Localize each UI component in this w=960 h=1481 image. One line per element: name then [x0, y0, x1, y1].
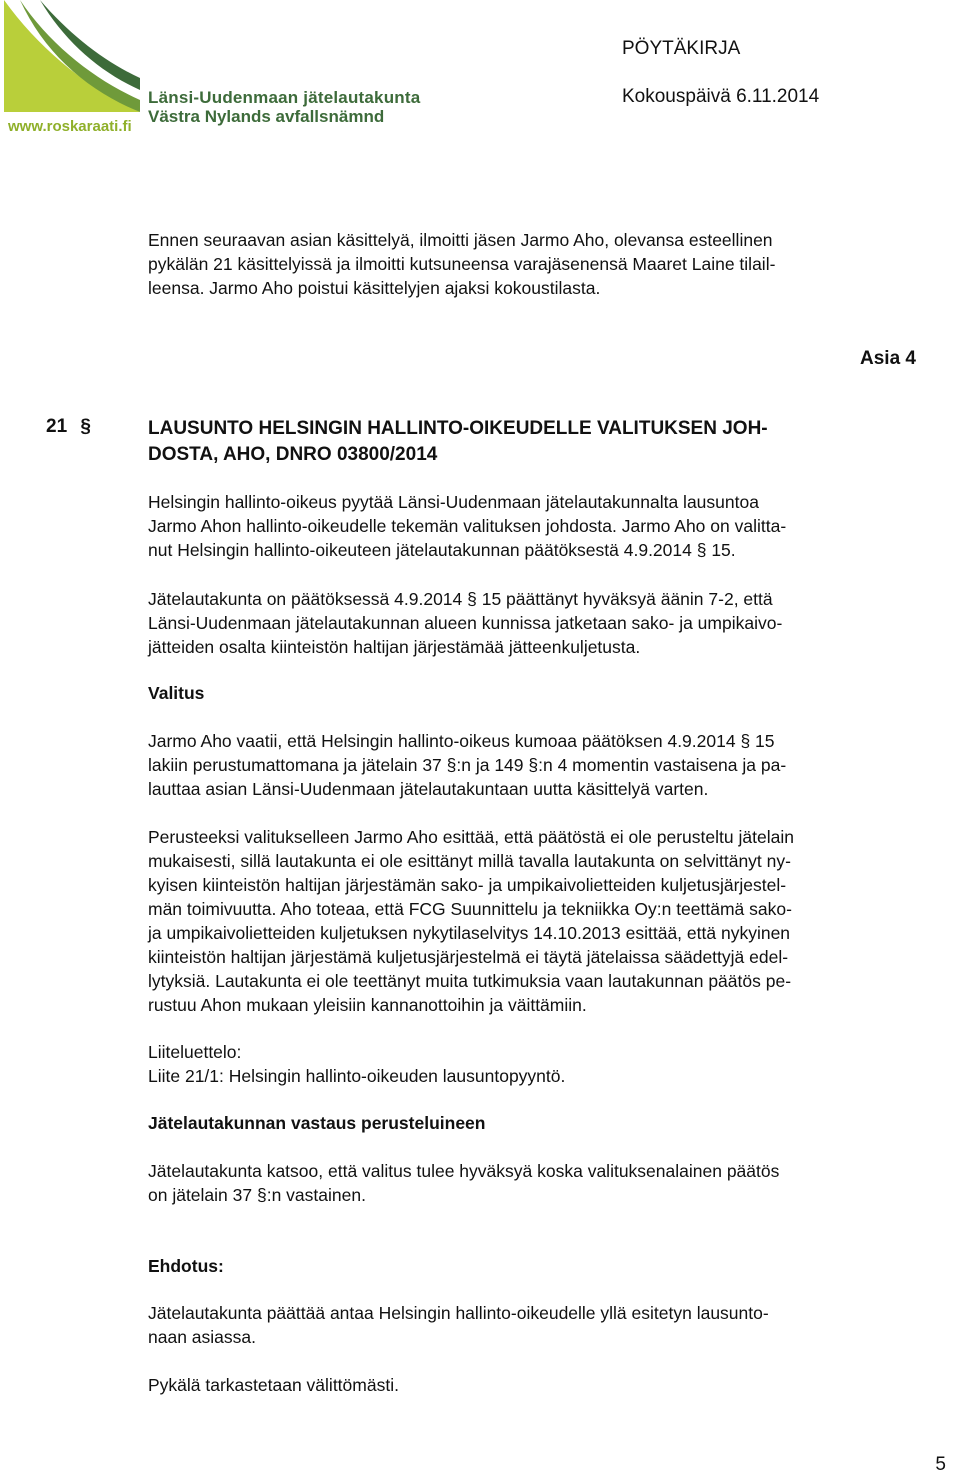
text-line: lakiin perustumattomana ja jätelain 37 §:n ja 149 §:n 4 momentin vastaisena ja pa- — [148, 755, 787, 775]
section-title — [148, 416, 768, 468]
text-line: Jätelautakunta päättää antaa Helsingin hallinto-oikeudelle yllä esitetyn lausunto- — [148, 1303, 769, 1323]
section-title-line: LAUSUNTO HELSINGIN HALLINTO-OIKEUDELLE VALITUKSEN JOH- — [148, 418, 768, 439]
text-line: män toimivuutta. Aho toteaa, että FCG Suunnittelu ja tekniikka Oy:n teettämä sako- — [148, 899, 792, 919]
heading-proposal: Ehdotus: — [148, 1256, 224, 1276]
text-line: Länsi-Uudenmaan jätelautakunnan alueen kunnissa jatketaan sako- ja umpikaivo- — [148, 613, 783, 633]
paragraph-request — [148, 490, 920, 562]
text-line: Jarmo Ahon hallinto-oikeudelle tekemän valituksen johdosta. Jarmo Aho on valitta- — [148, 516, 787, 536]
paragraph-response — [148, 1159, 920, 1207]
text-line: Jätelautakunta katsoo, että valitus tulee hyväksyä koska valituksenalainen päätös — [148, 1161, 780, 1181]
meeting-date: Kokouspäivä 6.11.2014 — [622, 86, 820, 107]
text-line: nut Helsingin hallinto-oikeuteen jätelautakunnan päätöksestä 4.9.2014 § 15. — [148, 540, 736, 560]
attachment-list — [148, 1040, 920, 1088]
logo-url: www.roskaraati.fi — [8, 118, 132, 135]
text-line: leensa. Jarmo Aho poistui käsittelyjen ajaksi kokoustilasta. — [148, 278, 601, 298]
text-line: ja umpikaivolietteiden kuljetuksen nykytilaselvitys 14.10.2013 esittää, että nykyinen — [148, 923, 791, 943]
text-line: mukaisesti, sillä lautakunta ei ole esittänyt millä tavalla lautakunta on selvittänyt ny- — [148, 851, 791, 871]
text-line: kiinteistön haltijan järjestämä kuljetusjärjestelmä ei täytä jätelaissa säädettyjä edel- — [148, 947, 789, 967]
text-line: Ennen seuraavan asian käsittelyä, ilmoitti jäsen Jarmo Aho, olevansa esteellinen — [148, 230, 773, 250]
text-line: kyisen kiinteistön haltijan järjestämän sako- ja umpikaivolietteiden kuljetusjärjestel- — [148, 875, 787, 895]
page-number: 5 — [935, 1454, 946, 1475]
document-type: PÖYTÄKIRJA — [622, 38, 741, 59]
paragraph-decision — [148, 587, 920, 659]
text-line: Perusteeksi valitukselleen Jarmo Aho esittää, että päätöstä ei ole perusteltu jätelain — [148, 827, 794, 847]
logo-text-swedish: Västra Nylands avfallsnämnd — [148, 107, 385, 126]
item-label: Asia 4 — [860, 348, 916, 369]
heading-response: Jätelautakunnan vastaus perusteluineen — [148, 1113, 486, 1133]
section-number-value: 21 — [46, 416, 68, 437]
text-line: lytyksiä. Lautakunta ei ole teettänyt muita tutkimuksia vaan lautakunnan päätös pe- — [148, 971, 792, 991]
text-line: Jarmo Aho vaatii, että Helsingin hallinto-oikeus kumoaa päätöksen 4.9.2014 § 15 — [148, 731, 775, 751]
paragraph-appeal — [148, 729, 920, 801]
paragraph-verification: Pykälä tarkastetaan välittömästi. — [148, 1375, 399, 1395]
text-line: naan asiassa. — [148, 1327, 256, 1347]
text-line: pykälän 21 käsittelyissä ja ilmoitti kutsuneensa varajäsenensä Maaret Laine tilail- — [148, 254, 776, 274]
text-line: on jätelain 37 §:n vastainen. — [148, 1185, 366, 1205]
attachment-list-label: Liiteluettelo: — [148, 1042, 242, 1062]
paragraph-grounds — [148, 825, 920, 1017]
heading-valitus: Valitus — [148, 683, 205, 703]
intro-paragraph — [148, 228, 920, 300]
paragraph-proposal — [148, 1301, 920, 1349]
section-title-line: DOSTA, AHO, DNRO 03800/2014 — [148, 444, 438, 465]
text-line: Helsingin hallinto-oikeus pyytää Länsi-Uudenmaan jätelautakunnalta lausuntoa — [148, 492, 759, 512]
logo-text-finnish: Länsi-Uudenmaan jätelautakunta — [148, 88, 421, 107]
section-symbol: § — [80, 416, 91, 437]
text-line: lauttaa asian Länsi-Uudenmaan jätelautakuntaan uutta käsittelyä varten. — [148, 779, 709, 799]
section-number — [46, 416, 91, 438]
text-line: rustuu Ahon mukaan yleisiin kannanottoihin ja väittämiin. — [148, 995, 587, 1015]
text-line: Jätelautakunta on päätöksessä 4.9.2014 § 15 päättänyt hyväksyä äänin 7-2, että — [148, 589, 773, 609]
text-line: jätteiden osalta kiinteistön haltijan järjestämää jätteenkuljetusta. — [148, 637, 641, 657]
attachment-item: Liite 21/1: Helsingin hallinto-oikeuden lausuntopyyntö. — [148, 1066, 566, 1086]
